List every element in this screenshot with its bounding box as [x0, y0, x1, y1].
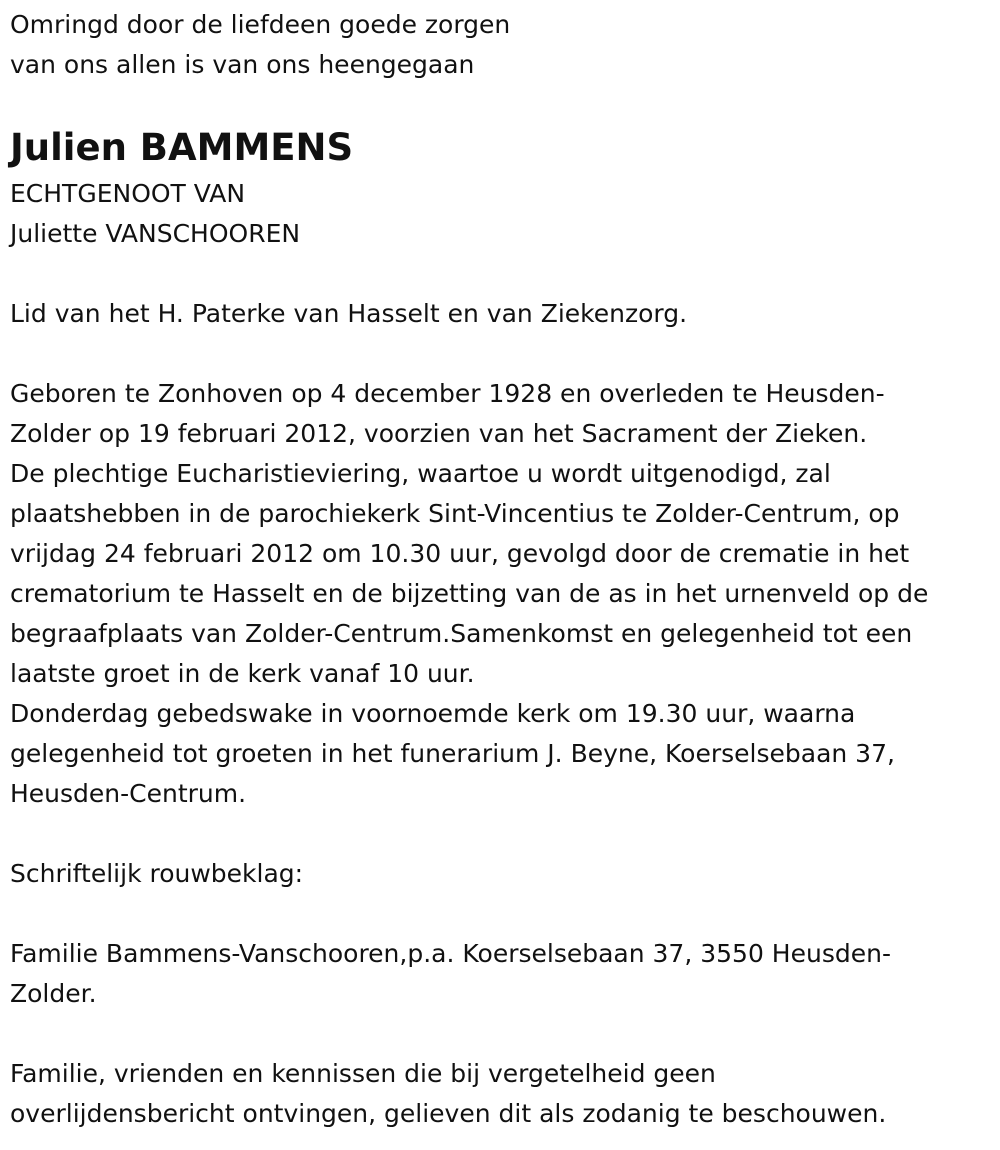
details-line: Heusden-Centrum. [10, 779, 247, 808]
relation-label: ECHTGENOOT VAN [10, 179, 246, 208]
condolence-address-line-2: Zolder. [10, 979, 97, 1008]
membership-text: Lid van het H. Paterke van Hasselt en van Ziekenzorg. [10, 299, 688, 328]
spacer [10, 254, 995, 294]
details-line: De plechtige Eucharistieviering, waartoe u wordt uitgenodigd, zal [10, 459, 831, 488]
details-line: vrijdag 24 februari 2012 om 10.30 uur, gevolgd door de crematie in het [10, 539, 910, 568]
intro-line-1: Omringd door de liefdeen goede zorgen [10, 10, 511, 39]
spacer [10, 894, 995, 934]
spouse-name: Juliette VANSCHOOREN [10, 219, 301, 248]
closing-line-2: overlijdensbericht ontvingen, gelieven dit als zodanig te beschouwen. [10, 1099, 887, 1128]
details-line: Zolder op 19 februari 2012, voorzien van het Sacrament der Zieken. [10, 419, 868, 448]
details-line: plaatshebben in de parochiekerk Sint-Vincentius te Zolder-Centrum, op [10, 499, 900, 528]
intro-line-2: van ons allen is van ons heengegaan [10, 50, 475, 79]
details-line: Geboren te Zonhoven op 4 december 1928 en overleden te Heusden- [10, 379, 885, 408]
obituary-notice [10, 5, 995, 1134]
details-line: laatste groet in de kerk vanaf 10 uur. [10, 659, 475, 688]
details-line: gelegenheid tot groeten in het funerarium J. Beyne, Koerselsebaan 37, [10, 739, 895, 768]
spacer [10, 1014, 995, 1054]
deceased-name: Julien BAMMENS [10, 126, 354, 169]
condolence-label: Schriftelijk rouwbeklag: [10, 859, 304, 888]
details-line: begraafplaats van Zolder-Centrum.Samenkomst en gelegenheid tot een [10, 619, 913, 648]
spacer [10, 814, 995, 854]
details-line: crematorium te Hasselt en de bijzetting van de as in het urnenveld op de [10, 579, 929, 608]
spacer [10, 334, 995, 374]
details-paragraph [10, 374, 995, 814]
closing-line-1: Familie, vrienden en kennissen die bij vergetelheid geen [10, 1059, 716, 1088]
condolence-address-line-1: Familie Bammens-Vanschooren,p.a. Koerselsebaan 37, 3550 Heusden- [10, 939, 891, 968]
details-line: Donderdag gebedswake in voornoemde kerk om 19.30 uur, waarna [10, 699, 856, 728]
